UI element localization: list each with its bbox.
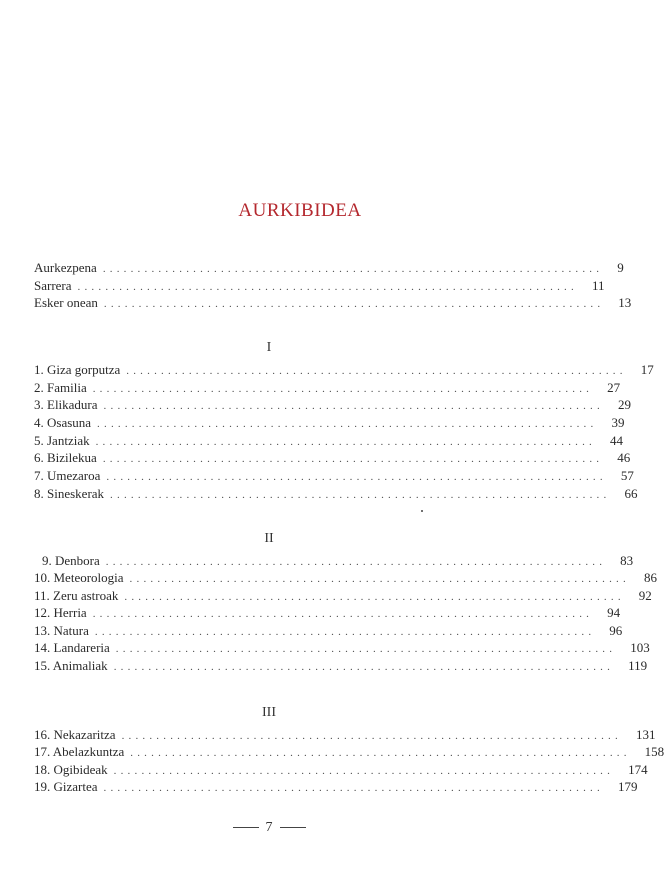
toc-entry-page: 92 xyxy=(638,588,652,603)
dot-leader: ........................................................................ xyxy=(105,556,607,568)
toc-entry-page: 44 xyxy=(610,433,623,448)
toc-entry xyxy=(34,414,625,432)
toc-entry xyxy=(34,485,638,503)
dot-leader: ........................................................................ xyxy=(92,608,594,620)
dot-leader: ........................................................................ xyxy=(102,453,604,465)
entry-title: Osasuna xyxy=(47,415,92,430)
entry-title: Zeru astroak xyxy=(53,588,119,603)
page-footer xyxy=(0,820,538,836)
toc-entry xyxy=(34,778,638,796)
entry-number: 15. xyxy=(34,658,51,673)
dot-leader: ........................................................................ xyxy=(103,782,604,794)
toc-entry xyxy=(34,726,656,744)
section-numeral: III xyxy=(262,705,276,720)
toc-entry-label xyxy=(34,622,95,640)
entry-title: Natura xyxy=(53,623,89,638)
entry-title: Landareria xyxy=(53,640,110,655)
dot-leader: ........................................................................ xyxy=(115,643,617,655)
entry-title: Gizartea xyxy=(53,779,98,794)
toc-entry-page: 46 xyxy=(617,450,631,465)
paper-speck xyxy=(421,510,423,512)
entry-number: 13. xyxy=(34,623,51,638)
dot-leader: ........................................................................ xyxy=(94,626,596,638)
toc-entry-page: 57 xyxy=(620,468,634,483)
dot-leader: ........................................................................ xyxy=(124,591,625,603)
toc-entry-label xyxy=(34,587,124,605)
toc-entry xyxy=(34,743,664,761)
dot-leader: ........................................................................ xyxy=(113,765,615,777)
dot-leader: ........................................................................ xyxy=(103,400,604,412)
toc-entry-page: 13 xyxy=(618,295,632,310)
toc-entry-label xyxy=(34,778,104,796)
entry-title: Animaliak xyxy=(52,658,108,673)
dot-leader: ........................................................................ xyxy=(129,573,630,585)
toc-entry-label xyxy=(34,569,130,587)
toc-entry-page: 86 xyxy=(643,570,657,585)
toc-entry-label xyxy=(34,485,110,503)
toc-entry-page: 174 xyxy=(628,762,648,777)
toc-entry-page: 103 xyxy=(630,640,650,655)
toc-entry-label xyxy=(34,361,126,379)
dot-leader: ........................................................................ xyxy=(126,365,627,377)
entry-number: 14. xyxy=(34,640,51,655)
dot-leader: ........................................................................ xyxy=(121,730,622,742)
toc-entry xyxy=(34,622,623,640)
toc-entry xyxy=(34,552,634,570)
toc-entry-label xyxy=(34,467,106,485)
toc-entry-page: 94 xyxy=(607,605,621,620)
toc-entry xyxy=(34,587,652,605)
dot-leader: ........................................................................ xyxy=(130,747,631,759)
toc-entry-label xyxy=(34,639,116,657)
toc-entry xyxy=(34,657,648,675)
toc-entry-label xyxy=(34,414,97,432)
toc-entry xyxy=(34,277,605,295)
toc-entry-label xyxy=(34,396,104,414)
toc-entry-page: 179 xyxy=(617,779,638,794)
entry-number: 6. xyxy=(34,450,44,465)
section-numeral: II xyxy=(264,531,274,546)
toc-entry-label xyxy=(34,743,130,761)
entry-number: 9. xyxy=(42,553,52,568)
toc-entry-page: 96 xyxy=(609,623,623,638)
entry-number: 7. xyxy=(34,468,44,483)
dot-leader: ........................................................................ xyxy=(92,383,594,395)
footer-dash-right xyxy=(280,827,306,828)
dot-leader: ........................................................................ xyxy=(103,298,605,310)
toc-entry-page: 9 xyxy=(617,260,624,275)
entry-number: 11. xyxy=(34,588,50,603)
section-numeral: I xyxy=(266,340,272,355)
entry-title: Familia xyxy=(47,380,87,395)
toc-entry xyxy=(34,379,621,397)
dot-leader: ........................................................................ xyxy=(110,489,611,501)
toc-entry xyxy=(34,396,631,414)
entry-title: Bizilekua xyxy=(47,450,97,465)
toc-entry-label xyxy=(34,432,96,450)
toc-entry xyxy=(34,761,648,779)
entry-title: Ogibideak xyxy=(53,762,108,777)
toc-title: AURKIBIDEA xyxy=(238,200,362,221)
entry-number: 1. xyxy=(34,362,44,377)
toc-entry xyxy=(34,432,623,450)
toc-entry-page: 119 xyxy=(628,658,648,673)
entry-number: 5. xyxy=(34,433,44,448)
toc-entry xyxy=(34,449,631,467)
dot-leader: ........................................................................ xyxy=(97,418,598,430)
toc-entry-label xyxy=(34,379,93,397)
toc-entry xyxy=(34,467,634,485)
toc-entry xyxy=(34,569,657,587)
entry-number: 4. xyxy=(34,415,44,430)
toc-entry-page: 66 xyxy=(624,486,638,501)
page-number: 7 xyxy=(265,820,273,835)
entry-number: 3. xyxy=(34,397,44,412)
dot-leader: ........................................................................ xyxy=(95,436,596,448)
toc-entry-label xyxy=(34,726,122,744)
entry-number: 10. xyxy=(34,570,51,585)
entry-title: Abelazkuntza xyxy=(52,744,125,759)
entry-title: Meteorologia xyxy=(53,570,124,585)
toc-entry-label: Sarrera xyxy=(34,278,72,293)
toc-entry-page: 83 xyxy=(620,553,634,568)
dot-leader: ........................................................................ xyxy=(106,471,607,483)
toc-entry xyxy=(34,294,632,312)
toc-entry xyxy=(34,604,621,622)
entry-title: Elikadura xyxy=(47,397,98,412)
toc-entry-label xyxy=(34,449,103,467)
toc-entry-label: Esker onean xyxy=(34,295,98,310)
toc-entry-page: 131 xyxy=(635,727,656,742)
footer-dash-left xyxy=(233,827,259,828)
toc-entry xyxy=(34,361,654,379)
entry-title: Herria xyxy=(53,605,87,620)
dot-leader: ........................................................................ xyxy=(113,661,615,673)
entry-title: Nekazaritza xyxy=(53,727,116,742)
toc-entry-label xyxy=(34,604,93,622)
toc-entry xyxy=(34,639,650,657)
toc-entry-label xyxy=(34,761,114,779)
entry-title: Giza gorputza xyxy=(47,362,121,377)
toc-entry-page: 17 xyxy=(640,362,654,377)
entry-number: 2. xyxy=(34,380,44,395)
toc-entry-page: 158 xyxy=(644,744,664,759)
entry-title: Sineskerak xyxy=(47,486,105,501)
toc-entry-page: 29 xyxy=(617,397,631,412)
toc-entry-page: 39 xyxy=(611,415,625,430)
entry-number: 18. xyxy=(34,762,51,777)
dot-leader: ........................................................................ xyxy=(102,263,604,275)
toc-entry-label xyxy=(34,657,114,675)
toc-entry-page: 27 xyxy=(607,380,621,395)
entry-title: Jantziak xyxy=(47,433,90,448)
toc-entry-label xyxy=(34,552,106,570)
entry-number: 16. xyxy=(34,727,51,742)
toc-entry-label: Aurkezpena xyxy=(34,260,97,275)
entry-title: Denbora xyxy=(55,553,100,568)
entry-title: Umezaroa xyxy=(47,468,101,483)
entry-number: 17. xyxy=(34,744,51,759)
entry-number: 8. xyxy=(34,486,44,501)
entry-number: 19. xyxy=(34,779,51,794)
dot-leader: ........................................................................ xyxy=(77,281,578,293)
toc-entry xyxy=(34,259,624,277)
entry-number: 12. xyxy=(34,605,51,620)
toc-entry-page: 11 xyxy=(591,278,605,293)
